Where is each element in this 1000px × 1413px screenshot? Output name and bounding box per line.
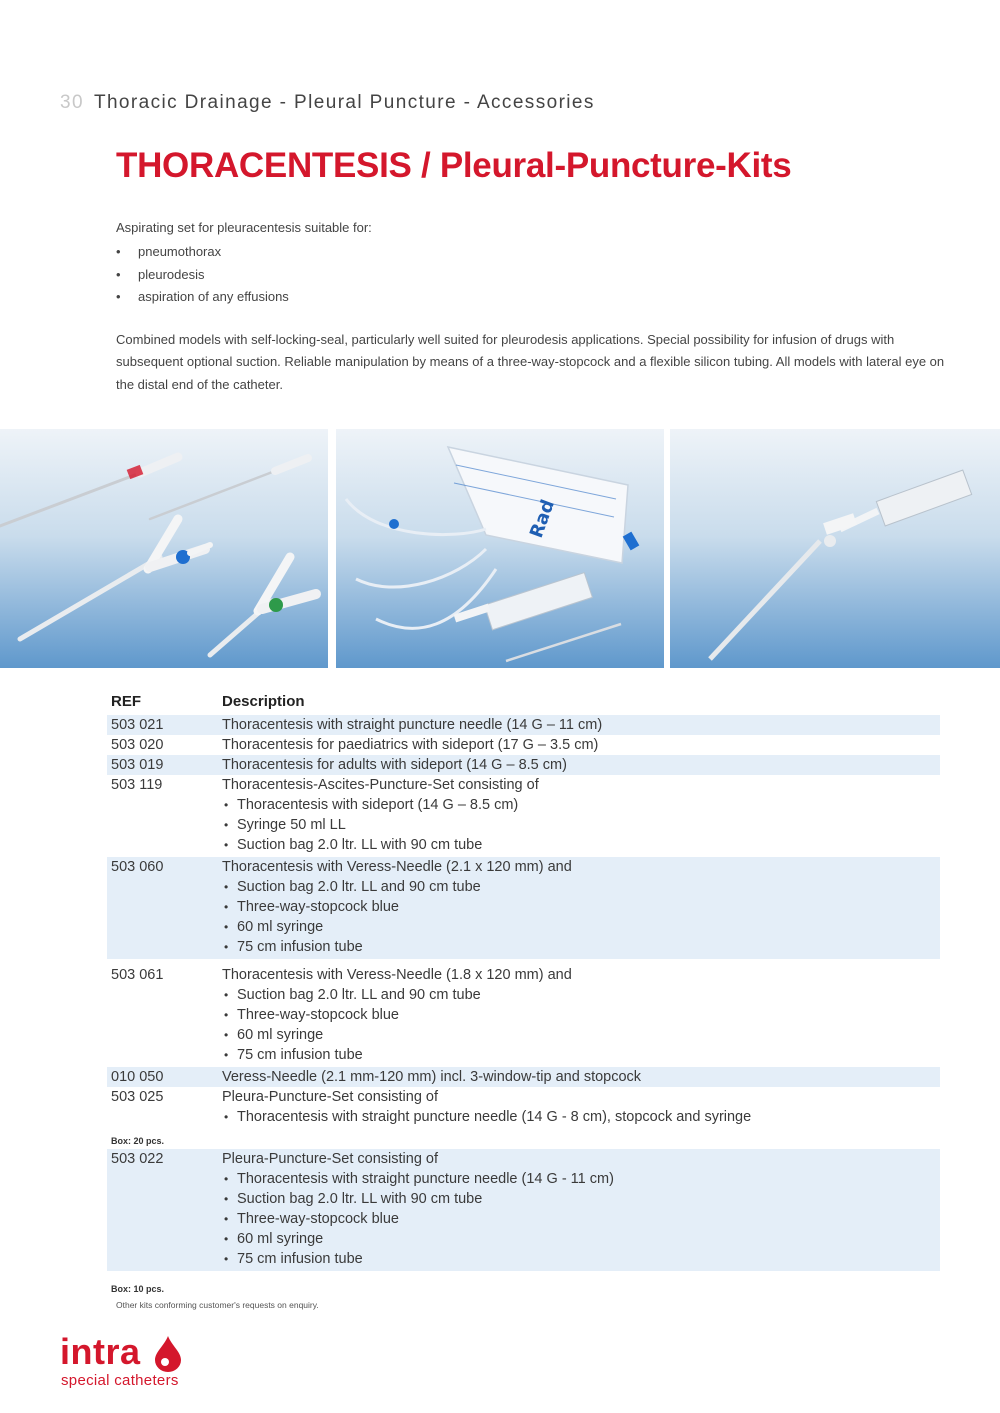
ref-cell: 503 021 xyxy=(111,717,164,733)
description-cell xyxy=(222,965,940,1065)
table-header xyxy=(107,688,940,715)
description-cell: Thoracentesis with straight puncture needle (14 G – 11 cm) xyxy=(222,717,603,733)
table-row xyxy=(107,857,940,959)
component-item: • Suction bag 2.0 ltr. LL with 90 cm tube xyxy=(222,1189,940,1209)
ref-cell: 503 060 xyxy=(111,859,164,875)
table-row xyxy=(107,1067,940,1087)
indication-list xyxy=(116,241,946,309)
description-cell xyxy=(222,775,940,855)
product-photo-veress-needle xyxy=(670,429,1000,668)
component-list xyxy=(222,877,940,957)
indication-item: • pneumothorax xyxy=(116,241,946,264)
component-item: • 60 ml syringe xyxy=(222,1025,940,1045)
description-cell xyxy=(222,1087,940,1127)
description-cell xyxy=(222,857,940,957)
description-cell: Veress-Needle (2.1 mm-120 mm) incl. 3-window-tip and stopcock xyxy=(222,1069,642,1085)
component-item: • Thoracentesis with sideport (14 G – 8.5 cm) xyxy=(222,795,940,815)
component-list xyxy=(222,1169,940,1269)
description-main: Thoracentesis with Veress-Needle (1.8 x 120 mm) and xyxy=(222,967,572,983)
table-row xyxy=(107,1087,940,1127)
intro-paragraph: Combined models with self-locking-seal, particularly well suited for pleurodesis applications. Special possibility for infusion of drugs with subsequent optional suction. Reliable manipulation by means of a three-way-stopcock and a flexible silicon tubing. All models with lateral eye on the distal end of the catheter. xyxy=(116,331,945,392)
logo-tagline: special catheters xyxy=(61,1372,179,1389)
brand-logo xyxy=(60,1332,260,1392)
ref-cell: 503 019 xyxy=(111,757,164,773)
logo-wordmark: intra xyxy=(60,1331,141,1372)
box-quantity-note: Box: 20 pcs. xyxy=(111,1136,165,1146)
component-item: • 60 ml syringe xyxy=(222,917,940,937)
component-item: • Suction bag 2.0 ltr. LL and 90 cm tube xyxy=(222,985,940,1005)
ref-cell: 503 061 xyxy=(111,967,164,983)
page-number: 30 xyxy=(60,92,84,113)
table-row xyxy=(107,959,940,1067)
column-header-ref: REF xyxy=(111,693,141,710)
ref-cell: 503 025 xyxy=(111,1089,164,1105)
component-item: • Suction bag 2.0 ltr. LL and 90 cm tube xyxy=(222,877,940,897)
description-main: Pleura-Puncture-Set consisting of xyxy=(222,1089,438,1105)
ref-cell: 503 119 xyxy=(111,777,163,793)
component-item: • 75 cm infusion tube xyxy=(222,1249,940,1269)
table-row xyxy=(107,1149,940,1271)
product-photo-catheters xyxy=(0,429,328,668)
description-main: Thoracentesis-Ascites-Puncture-Set consisting of xyxy=(222,777,539,793)
table-row xyxy=(107,715,940,735)
footnote: Other kits conforming customer's requests on enquiry. xyxy=(116,1300,319,1310)
component-list xyxy=(222,985,940,1065)
ref-cell: 503 022 xyxy=(111,1151,164,1167)
description-main: Pleura-Puncture-Set consisting of xyxy=(222,1151,438,1167)
description-cell xyxy=(222,1149,940,1269)
bag-brand-label: Rad xyxy=(525,496,560,541)
product-photo-suction-set xyxy=(336,429,664,668)
column-header-description: Description xyxy=(222,693,305,710)
table-row xyxy=(107,735,940,755)
product-table xyxy=(107,688,940,1301)
product-photos xyxy=(0,429,1000,668)
component-item: • Three-way-stopcock blue xyxy=(222,1005,940,1025)
description-main: Thoracentesis with Veress-Needle (2.1 x 120 mm) and xyxy=(222,859,572,875)
component-item: • Thoracentesis with straight puncture needle (14 G - 11 cm) xyxy=(222,1169,940,1189)
intro-lead: Aspirating set for pleuracentesis suitable for: xyxy=(116,220,372,235)
indication-item: • pleurodesis xyxy=(116,264,946,287)
table-row xyxy=(107,775,940,857)
intro-text xyxy=(116,218,946,396)
component-item: • Thoracentesis with straight puncture needle (14 G - 8 cm), stopcock and syringe xyxy=(222,1107,940,1127)
component-item: • Syringe 50 ml LL xyxy=(222,815,940,835)
component-item: • Three-way-stopcock blue xyxy=(222,1209,940,1229)
description-cell: Thoracentesis for paediatrics with sideport (17 G – 3.5 cm) xyxy=(222,737,599,753)
indication-item: • aspiration of any effusions xyxy=(116,286,946,309)
page-header xyxy=(60,92,595,114)
blood-drop-icon xyxy=(154,1336,182,1372)
component-item: • Suction bag 2.0 ltr. LL with 90 cm tube xyxy=(222,835,940,855)
component-item: • Three-way-stopcock blue xyxy=(222,897,940,917)
section-title: Thoracic Drainage - Pleural Puncture - Accessories xyxy=(93,92,595,113)
component-list xyxy=(222,1107,940,1127)
component-item: • 75 cm infusion tube xyxy=(222,1045,940,1065)
table-row xyxy=(107,755,940,775)
component-item: • 60 ml syringe xyxy=(222,1229,940,1249)
page-title: THORACENTESIS / Pleural-Puncture-Kits xyxy=(116,146,792,185)
ref-cell: 503 020 xyxy=(111,737,164,753)
component-item: • 75 cm infusion tube xyxy=(222,937,940,957)
ref-cell: 010 050 xyxy=(111,1069,164,1085)
component-list xyxy=(222,795,940,855)
description-cell: Thoracentesis for adults with sideport (14 G – 8.5 cm) xyxy=(222,757,567,773)
box-quantity-note: Box: 10 pcs. xyxy=(111,1284,165,1294)
